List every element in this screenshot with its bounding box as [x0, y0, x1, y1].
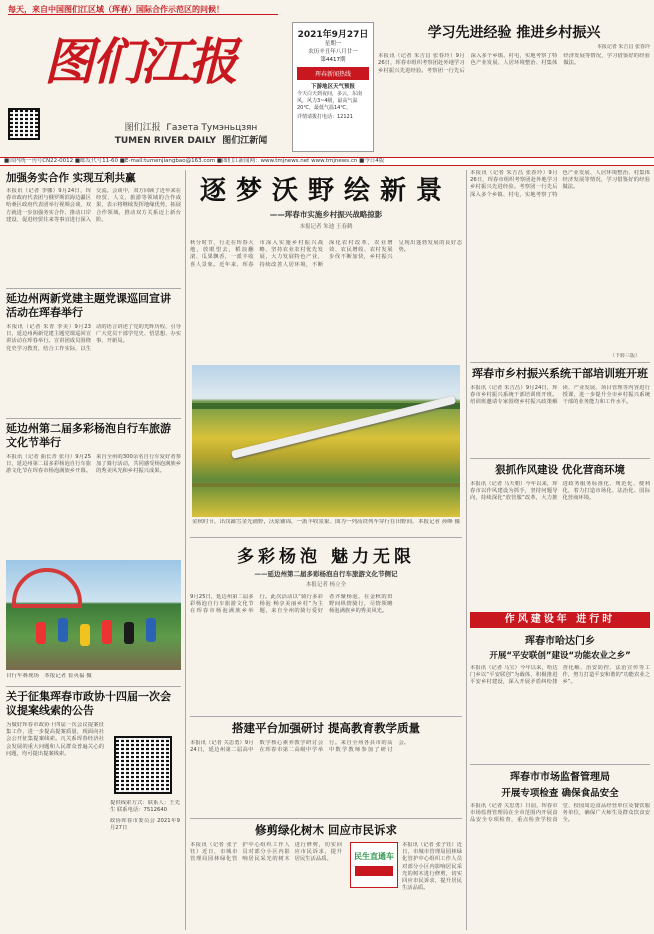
bottom-article-1-title: 搭建平台加强研讨 提高教育教学质量 [231, 721, 420, 735]
right-continued-article: 本报讯（记者 朱吉昌 张春玲）9月26日，珲春市组织考察团赴外地学习乡村振兴先进经验。考察团一行先后深入多个乡镇、村屯，实地考察了特色产业发展、人居环境整治、村集体经济发展等情况，学习借鉴好的经验做法。 [470, 170, 650, 198]
divider [6, 686, 181, 687]
proposal-qr-code [114, 736, 172, 794]
cyclist-figure [80, 624, 90, 646]
issue-date: 2021年9月27日 [297, 30, 369, 40]
stamp-bar [355, 866, 393, 876]
top-right-body: 本报讯（记者 朱吉昌 张春玲）9月26日，珲春市组织考察团赴外地学习乡村振兴先进经验。考察团一行先后深入多个乡镇、村屯，实地考察了特色产业发展、人居环境整治、村集体经济发展等情况，学习借鉴好的经验做法。 [378, 53, 650, 74]
right-article-5-subtitle: 开展专项检查 确保食品安全 [501, 788, 619, 799]
continue-label: （下转三版） [610, 353, 641, 359]
feature-2-header [190, 542, 462, 588]
left-article-3-body: 本报讯（记者 曲长青 张丹）9月25日，延边州第二届多彩杨泡自行车旅游文化节在珲春市杨泡满族乡开幕。来自全州的300余名自行车爱好者参加了骑行活动，共同感受杨泡满族乡的秀美风光和乡村振兴成果。 [6, 454, 181, 475]
bottom-article-2-cont: 本报讯（记者 张子钰）近日，市城市管理局园林绿化管护中心组织工作人员对部分小区内影响居民采光的树木进行修剪，切实回应市民诉求，提升居民生活品质。 [402, 842, 462, 892]
right-article-4-subtitle: 开展“平安联创”建设“功能农业之乡” [489, 651, 631, 661]
cyclist-figure [58, 618, 68, 642]
weather-forecast: 今天白天到夜间，多云，东南风，风力3~4级，最高气温20℃，最低气温14℃。 [297, 91, 363, 111]
minsheng-express-stamp [350, 842, 398, 888]
right-article-3-title: 狠抓作风建设 优化营商环境 [495, 464, 625, 476]
main-feature-byline: 本报记者 朱迪 王春鹤 [299, 224, 353, 230]
feature-2-subtitle: ——延边州第二届多彩杨泡自行车旅游文化节侧记 [254, 570, 398, 578]
divider [190, 537, 462, 538]
right-article-2-title: 珲春市乡村振兴系统干部培训班开班 [472, 367, 648, 380]
weather-header: 下游地区天气预报 [310, 84, 355, 90]
cycling-photo-caption [6, 673, 181, 680]
header-slogan: 每天，来自中国图们江区域（珲春）国际合作示范区的问候！ [8, 5, 224, 14]
right-article-2 [470, 366, 650, 443]
divider [6, 288, 181, 289]
left-article-1-body: 本报讯（记者 李娜）9月24日，珲春市政府代表团与俄罗斯滨海边疆区哈桑区政府代表团举行视频会谈，双方就进一步加强务实合作、推动口岸建设、促进经贸往来等事宜进行深入交流。会谈中，双方回顾了近年来在经贸、人文、旅游等领域的合作成果，表示将继续发挥地缘优势，拓展合作领域，推动双方关系迈上新台阶。 [6, 188, 181, 223]
main-feature-title: 逐梦沃野绘新景 [199, 176, 452, 206]
feature-2-title: 多彩杨泡 魅力无限 [237, 547, 415, 567]
main-photo-caption [192, 519, 460, 526]
left-article-4-title: 关于征集珲春市政协十四届一次会议提案线索的公告 [6, 690, 171, 717]
divider [6, 418, 181, 419]
feature-2-body: 9月25日，延边州第二届多彩杨泡自行车旅游文化节在珲春市杨泡满族乡举行。此次活动以“骑行多彩杨泡 畅享美丽乡村”为主题，来自全州的骑行爱好者齐聚杨泡，在金秋的田野间纵情骑行，尽情领略杨泡满族乡的秀美风光。 [190, 594, 393, 615]
bottom-article-1-body: 本报讯（记者 关思勇）9月24日，延边州第二届高中数学核心素养教学研讨会在珲春市第二高级中学举行。来自全州各县市的高中数学教师参加了研讨会。 [190, 740, 410, 754]
left-article-1 [6, 170, 181, 288]
bottom-article-2-title: 修剪绿化树木 回应市民诉求 [254, 823, 397, 837]
top-right-article [378, 22, 650, 153]
right-article-5 [470, 768, 650, 923]
masthead-sub-kr: 图们江新闻 [222, 136, 268, 146]
divider [470, 362, 650, 363]
top-right-byline: 本报记者 朱吉昌 张春玲 [596, 44, 650, 50]
cyclist-figure [124, 622, 134, 644]
issue-lunar: 农历辛丑年八月廿一 [308, 49, 358, 55]
main-photo-credit: 本报记者 孙峰 摄 [418, 519, 460, 525]
main-feature-body: 秋分时节，行走在珲春大地，放眼望去，稻浪翻滚、瓜果飘香，一派丰收喜人景象。近年来，珲春市深入实施乡村振兴战略，坚持农业农村优先发展，大力发展特色产业，持续改善人居环境，不断深化农村改革，农业增效、农民增收、农村发展步伐不断加快，乡村振兴呈现出蓬勃发展的良好态势。 [190, 240, 462, 268]
bottom-article-2-body: 本报讯（记者 张子钰）近日，市城市管理局园林绿化管护中心组织工作人员对部分小区内影响居民采光的树木进行修剪，切实回应市民诉求，提升居民生活品质。 [190, 842, 342, 863]
stamp-label: 民生直通车 [354, 852, 394, 861]
main-feature-subtitle: ——珲春市实施乡村振兴战略掠影 [269, 210, 383, 219]
masthead-subtitles [96, 120, 286, 146]
right-article-5-body: 本报讯（记者 关思勇）日前，珲春市市场监督管理局在全市范围内开展食品安全专项检查，重点检查学校食堂、校园周边食品经营单位及餐饮服务单位，确保广大师生及群众饮食安全。 [470, 803, 650, 824]
divider [190, 818, 462, 819]
column-divider [185, 170, 186, 930]
left-article-2-title: 延边州两新党建主题党课巡回宣讲活动在珲春举行 [6, 292, 171, 319]
cyclist-figure [102, 620, 112, 644]
slogan-divider [8, 14, 278, 15]
right-article-4 [470, 632, 650, 765]
masthead-sub-cn: 图们江报 [124, 123, 161, 133]
divider [470, 458, 650, 459]
cyclist-figure [146, 618, 156, 642]
left-article-2 [6, 292, 181, 384]
masthead-qr-code [8, 108, 40, 140]
cyclist-figure [36, 622, 46, 644]
left-article-4-body: 为做好珲春市政协十四届一次会议提案征集工作，进一步提高提案质量，现面向社会公开征集提案线索。凡关系珲春经济社会发展的重大问题和人民群众普遍关心的问题，均可提出提案线索。 [6, 722, 104, 757]
left-article-2-body: 本报讯（记者 朱青 李美）9月23日，延边州两新党建主题党课巡回宣讲活动在珲春举行。宣讲团成员围绕党史学习教育，结合工作实际，以生动的语言讲述了党的光辉历程，引导广大党员干部学党史、悟思想、办实事、开新局。 [6, 324, 181, 352]
divider [470, 764, 650, 765]
column-divider [466, 170, 467, 930]
issue-info-box [292, 22, 374, 152]
arch-gate [12, 568, 82, 608]
campaign-banner: 作风建设年 进行时 [470, 612, 650, 628]
top-right-title: 学习先进经验 推进乡村振兴 [427, 25, 601, 41]
cycling-caption-text: 自行车赛现场 [6, 673, 40, 679]
left-article-4 [6, 690, 181, 832]
right-article-3 [470, 462, 650, 621]
issue-weekday: 星期一 [324, 41, 342, 47]
masthead-sub-en: TUMEN RIVER DAILY [114, 136, 216, 146]
proposal-sign: 政协珲春市委员会 2021年9月27日 [110, 818, 180, 832]
weather-hotline: 详情请拨打电话：12121 [297, 114, 353, 120]
left-article-1-title: 加强务实合作 实现互利共赢 [6, 172, 136, 184]
cycling-photo [6, 560, 181, 670]
main-photo-caption-text: 金秋时节，出伐鄙雪金光铺野，沃原铺锦，一派丰收景象。图为一列高铁列车穿行在田野间。 [192, 519, 418, 525]
hotline-label: 珲春新闻热线 [297, 67, 369, 80]
issue-number: 第4417期 [320, 57, 346, 63]
bottom-article-1 [190, 720, 462, 812]
main-feature-header [190, 170, 462, 230]
right-article-5-title: 珲春市市场监督管理局 [510, 772, 610, 783]
masthead-sub-ru: Газета Тумэньцзян [166, 123, 258, 133]
feature-2-byline: 本报记者 杨立全 [305, 582, 347, 588]
field-road [192, 483, 460, 487]
publication-info-bar: ■国内统一刊号CN22-0012 ■邮发代号11-60 ■E-mail:tumenjiangbao@163.com ■图们江新闻网：www.tmjnews.net www.tmjnews.cn ■今日4版 [0, 157, 654, 166]
masthead-logo: 图们江报 [44, 32, 236, 91]
proposal-contact: 提供线索方式：联系人：王先生 联系电话：7512640 [110, 800, 180, 814]
cycling-caption-credit: 本报记者 崔英福 摄 [44, 673, 92, 679]
bottom-article-2 [190, 822, 462, 932]
divider [190, 716, 462, 717]
right-article-3-body: 本报讯（记者 马天朝）今年以来，珲春市以作风建设为抓手，坚持问题导向，持续深化“放管服”改革，大力推进政务服务标准化、规范化、便利化，着力打造市场化、法治化、国际化营商环境。 [470, 481, 650, 502]
main-feature-photo [192, 365, 460, 517]
left-article-3 [6, 422, 181, 542]
left-article-3-title: 延边州第二届多彩杨泡自行车旅游文化节举行 [6, 422, 171, 449]
right-article-2-body: 本报讯（记者 朱吉昌）9月24日，珲春市乡村振兴系统干部培训班开班。培训班邀请专家围绕乡村振兴政策解读、产业发展、项目管理等内容进行授课，进一步提升全市乡村振兴系统干部的业务能力和工作水平。 [470, 385, 650, 406]
right-article-4-title: 珲春市哈达门乡 [525, 636, 595, 647]
right-article-4-body: 本报讯（记者 马宝）今年以来，哈达门乡以“平安联创”为载体，积极推进平安乡村建设，深入开展矛盾纠纷排查化解、治安防控、法治宣传等工作，努力打造平安和谐的“功能农业之乡”。 [470, 665, 650, 686]
